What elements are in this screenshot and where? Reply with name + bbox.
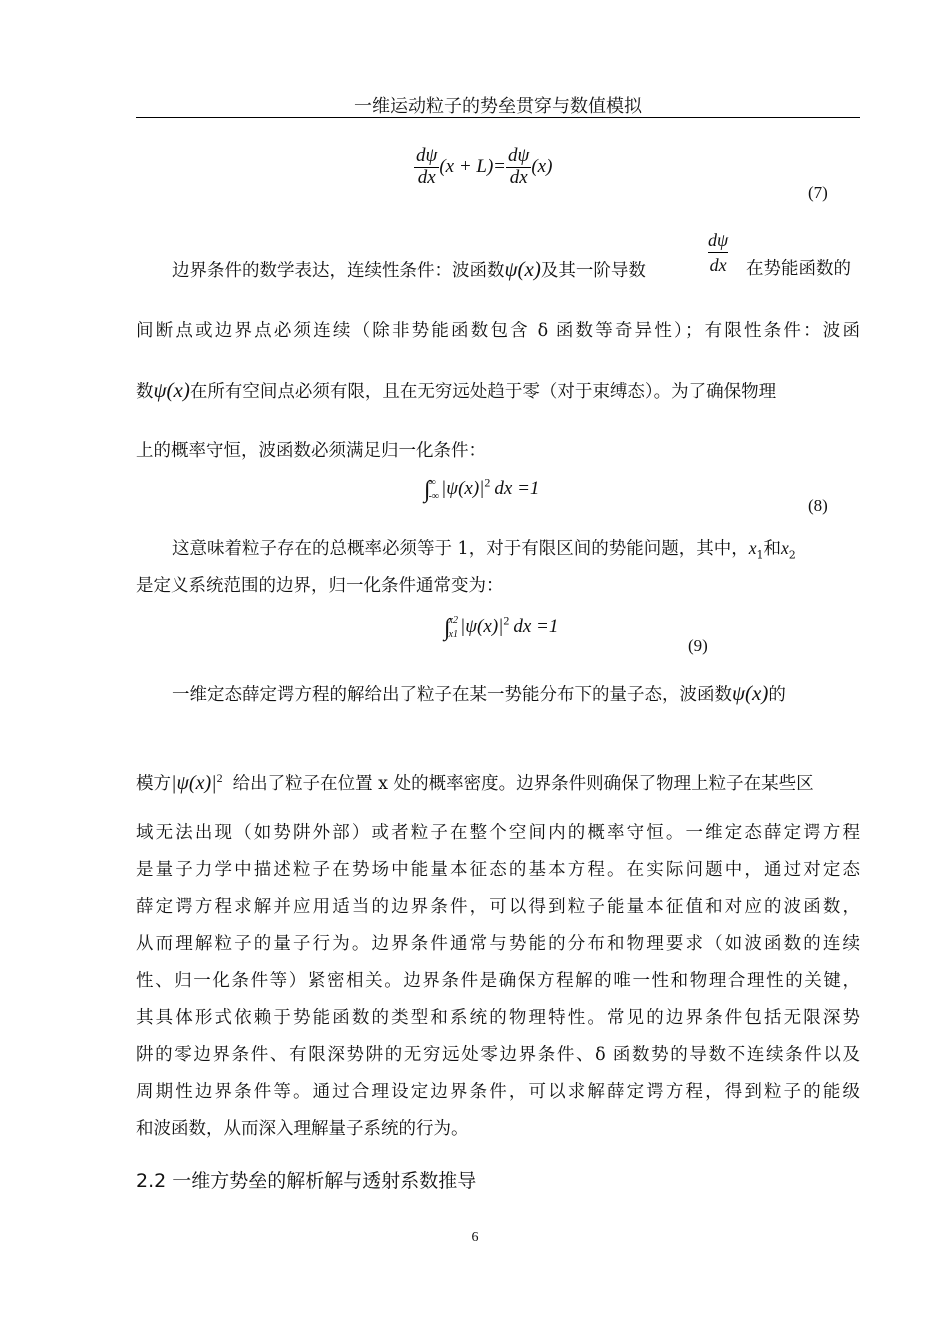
eq7-equals: = [494,155,506,177]
para3-line3: 域无法出现（如势阱外部）或者粒子在整个空间内的概率守恒。一维定态薛定谔方程 [136,823,860,843]
derivative-dpsi-dx: dψ dx [708,230,729,275]
eq8-power: 2 [484,475,491,490]
psi-of-x: ψ(x) [153,378,190,402]
para3-line10: 周期性边界条件等。通过合理设定边界条件，可以求解薛定谔方程，得到粒子的能级 [136,1082,860,1102]
para2-line1: 这意味着粒子存在的总概率必须等于 1，对于有限区间的势能问题，其中，$x_1$和$x_2$ [172,538,796,562]
para3-line6: 从而理解粒子的量子行为。边界条件通常与势能的分布和物理要求（如波函数的连续 [136,934,860,954]
para3-line2: 模方$|\psi(x)|^2$ 给出了粒子在位置 x 处的概率密度。边界条件则确保了物理上粒子在某些区 [136,771,814,794]
para2-line2: 是定义系统范围的边界，归一化条件通常变为： [136,576,504,596]
equation-number-9: (9) [688,636,708,655]
fraction-dpsi-dx: $\frac{d\psi}{dx}$ [416,145,438,188]
eq7-rhs-arg: (x) [531,155,553,177]
para3-line8: 其具体形式依赖于势能函数的类型和系统的物理特性。常见的边界条件包括无限深势 [136,1008,860,1028]
para3-line9: 阱的零边界条件、有限深势阱的无穷远处零边界条件、δ 函数势的导数不连续条件以及 [136,1045,860,1065]
para1-line1: 边界条件的数学表达，连续性条件：波函数ψ(x)及其一阶导数 [172,257,646,281]
integral-bounds: ∞ -∞ [428,476,440,502]
para3-line11: 和波函数，从而深入理解量子系统的行为。 [136,1119,469,1139]
integral-sign: ∫ [444,615,451,641]
psi-of-x: ψ(x) [504,257,541,281]
eq8-body: |ψ(x)| [441,478,485,499]
var-x1: x [748,538,757,558]
section-heading: 2.2 一维方势垒的解析解与透射系数推导 [136,1170,477,1192]
equation-9 [444,612,558,642]
eq9-body: |ψ(x)| [460,616,504,637]
fraction-dpsi-dx-rhs: $\frac{d\psi}{dx}$ [508,145,530,188]
para3-line5: 薛定谔方程求解并应用适当的边界条件，可以得到粒子能量本征值和对应的波函数， [136,897,860,917]
equation-7 [414,146,552,189]
psi-mod-squared: |ψ(x)| [171,771,217,794]
para3-line1: 一维定态薛定谔方程的解给出了粒子在某一势能分布下的量子态，波函数ψ(x)的 [172,681,786,705]
header-divider [136,117,860,118]
equation-number-7: (7) [808,183,828,202]
var-x2: x [780,538,789,558]
para3-line4: 是量子力学中描述粒子在势场中能量本征态的基本方程。在实际问题中，通过对定态 [136,860,860,880]
para1-line1-end: 在势能函数的 [746,259,851,279]
page-number: 6 [471,1230,479,1245]
para1-line2: 间断点或边界点必须连续（除非势能函数包含 δ 函数等奇异性）；有限性条件：波函 [136,321,860,341]
integral-sign: ∫ [424,477,431,503]
eq9-tail: dx =1 [513,616,559,637]
running-header: 一维运动粒子的势垒贯穿与数值模拟 [354,96,642,117]
eq9-power: 2 [503,613,510,628]
para3-line7: 性、归一化条件等）紧密相关。边界条件是确保方程解的唯一性和物理合理性的关键， [136,971,860,991]
psi-of-x: ψ(x) [732,681,769,705]
para1-line4: 上的概率守恒，波函数必须满足归一化条件： [136,441,486,461]
integral-bounds: x2 x1 [448,614,459,640]
para1-line3: 数ψ(x)在所有空间点必须有限，且在无穷远处趋于零（对于束缚态）。为了确保物理 [136,378,777,402]
eq8-tail: dx =1 [494,478,540,499]
eq7-lhs-arg: (x + L) [439,155,494,177]
equation-number-8: (8) [808,496,828,515]
equation-8 [424,474,539,504]
